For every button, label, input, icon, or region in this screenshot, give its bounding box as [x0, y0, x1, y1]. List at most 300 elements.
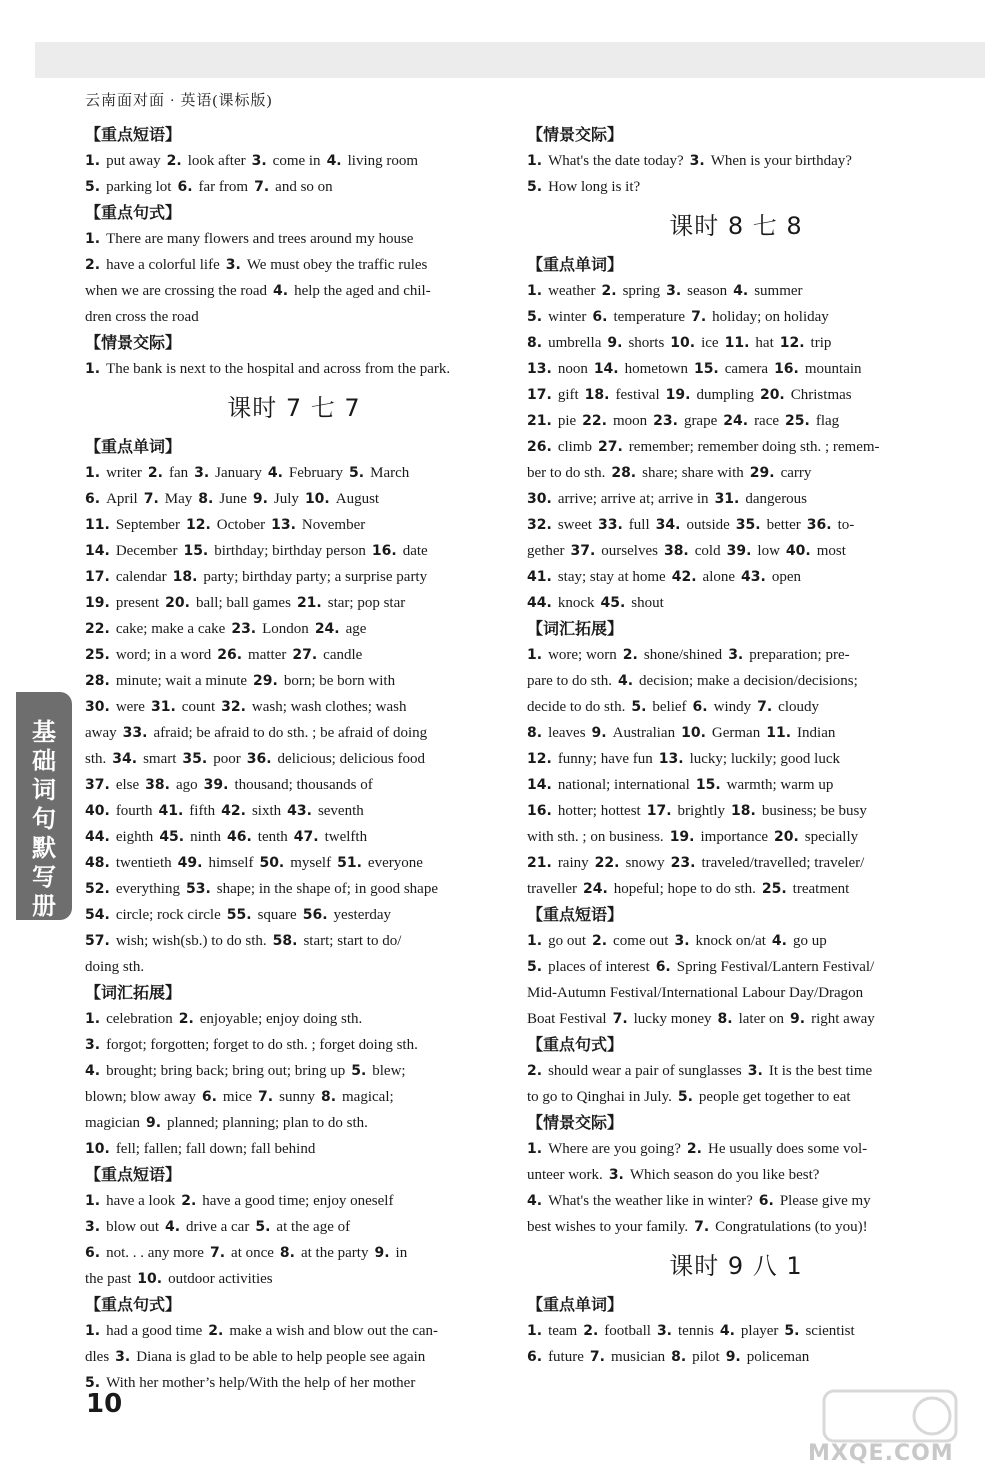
answer-text: noon	[557, 361, 588, 377]
answer-line	[85, 824, 503, 850]
item-number: 20.	[759, 387, 785, 403]
answer-text: camera	[724, 361, 769, 377]
item-number: 6.	[85, 1245, 101, 1261]
item-number: 12.	[527, 751, 552, 767]
item-number: 5.	[527, 309, 543, 325]
item-number: 16.	[527, 803, 552, 819]
answer-text: have a look	[106, 1193, 176, 1209]
watermark-text: MXQE.COM	[808, 1441, 954, 1466]
answer-line	[85, 954, 503, 980]
answer-text: hat	[755, 335, 774, 351]
section-heading: 【情景交际】	[527, 125, 624, 144]
answer-text: should wear a pair of sunglasses	[548, 1063, 742, 1079]
item-number: 44.	[85, 829, 110, 845]
item-number: 36.	[806, 517, 832, 533]
answer-line	[85, 564, 503, 590]
answer-text: November	[301, 517, 366, 533]
item-number: 26.	[217, 647, 243, 663]
answer-text: twentieth	[115, 855, 172, 871]
answer-text: and so on	[275, 179, 333, 195]
item-number: 7.	[143, 491, 159, 507]
section-heading: 【重点单词】	[527, 255, 624, 274]
item-number: 28.	[611, 465, 637, 481]
answer-text: come in	[272, 153, 321, 169]
item-number: 4.	[85, 1063, 101, 1079]
answer-text: ourselves	[601, 543, 658, 559]
answer-line	[527, 538, 945, 564]
answer-text: flag	[815, 413, 840, 429]
item-number: 16.	[774, 361, 799, 377]
item-number: 18.	[731, 803, 756, 819]
answer-text: at the age of	[276, 1219, 351, 1235]
answer-text: When is your birthday?	[710, 153, 852, 169]
answer-text: myself	[290, 855, 332, 871]
item-number: 3.	[656, 1323, 672, 1339]
item-number: 35.	[182, 751, 208, 767]
item-number: 50.	[259, 855, 285, 871]
item-number: 17.	[85, 569, 110, 585]
item-number: 33.	[597, 517, 623, 533]
answer-text: future	[548, 1349, 584, 1365]
answer-text: importance	[700, 829, 768, 845]
item-number: 4.	[273, 283, 289, 299]
item-number: 37.	[570, 543, 596, 559]
answer-text: eighth	[115, 829, 154, 845]
answer-text: seventh	[317, 803, 364, 819]
item-number: 8.	[717, 1011, 733, 1027]
item-number: 1.	[85, 465, 101, 481]
answer-line	[527, 954, 945, 980]
answer-text: December	[115, 543, 178, 559]
answer-text: parking lot	[106, 179, 172, 195]
item-number: 43.	[741, 569, 766, 585]
answer-text: weather	[548, 283, 596, 299]
item-number: 4.	[719, 1323, 735, 1339]
item-number: 2.	[622, 647, 638, 663]
item-number: 26.	[527, 439, 552, 455]
item-number: 19.	[665, 387, 691, 403]
answer-text: What's the weather like in winter?	[548, 1193, 753, 1209]
answer-text: open	[771, 569, 801, 585]
answer-text: circle; rock circle	[115, 907, 221, 923]
answer-line	[85, 1318, 503, 1344]
item-number: 48.	[85, 855, 110, 871]
item-number: 21.	[527, 413, 552, 429]
item-number: 38.	[663, 543, 689, 559]
answer-text: places of interest	[548, 959, 650, 975]
answer-text: enjoyable; enjoy doing sth.	[199, 1011, 363, 1027]
item-number: 43.	[287, 803, 312, 819]
answer-line	[527, 1162, 945, 1188]
answer-text: born; be born with	[283, 673, 396, 689]
answer-text: cold	[694, 543, 721, 559]
answer-text: May	[164, 491, 193, 507]
answer-text: football	[604, 1323, 651, 1339]
item-number: 1.	[527, 1141, 543, 1157]
answer-text: low	[757, 543, 780, 559]
answer-text: have a colorful life	[106, 257, 220, 273]
answer-text: share; share with	[642, 465, 744, 481]
item-number: 14.	[85, 543, 110, 559]
answer-line	[527, 668, 945, 694]
answer-text: brought; bring back; bring out; bring up	[106, 1063, 346, 1079]
item-number: 53.	[185, 881, 211, 897]
answer-text: date	[402, 543, 428, 559]
answer-text: forgot; forgotten; forget to do sth. ; forget doing sth.	[106, 1037, 418, 1053]
item-number: 1.	[527, 283, 543, 299]
answer-text: mountain	[804, 361, 862, 377]
answer-text: had a good time	[106, 1323, 203, 1339]
answer-text: best wishes to your family.	[527, 1219, 689, 1235]
answer-text: living room	[347, 153, 419, 169]
answer-line	[527, 382, 945, 408]
answer-text: better	[766, 517, 801, 533]
answer-line	[85, 746, 503, 772]
item-number: 1.	[85, 231, 101, 247]
item-number: 32.	[221, 699, 246, 715]
answer-text: outdoor activities	[168, 1271, 273, 1287]
answer-line	[527, 356, 945, 382]
answer-line	[85, 148, 503, 174]
answer-text: twelfth	[324, 829, 368, 845]
answer-line	[527, 1188, 945, 1214]
answer-text: holiday; on holiday	[712, 309, 829, 325]
answer-text: hometown	[624, 361, 688, 377]
answer-line	[85, 538, 503, 564]
answer-line	[527, 1344, 945, 1370]
item-number: 5.	[784, 1323, 800, 1339]
answer-text: sixth	[251, 803, 282, 819]
item-number: 30.	[85, 699, 110, 715]
item-number: 14.	[593, 361, 619, 377]
item-number: 15.	[183, 543, 209, 559]
section-heading: 【情景交际】	[85, 333, 182, 352]
item-number: 7.	[209, 1245, 226, 1261]
answer-text: knock	[557, 595, 595, 611]
item-number: 1.	[85, 1011, 101, 1027]
answer-text: mice	[222, 1089, 253, 1105]
answer-line	[85, 304, 503, 330]
item-number: 3.	[225, 257, 241, 273]
item-number: 40.	[85, 803, 110, 819]
answer-line	[85, 694, 503, 720]
item-number: 38.	[145, 777, 170, 793]
answer-text: birthday; birthday person	[214, 543, 366, 559]
answer-line	[527, 1318, 945, 1344]
answer-text: leaves	[548, 725, 586, 741]
answer-text: dren cross the road	[85, 309, 199, 325]
item-number: 10.	[304, 491, 330, 507]
answer-text: spring	[622, 283, 661, 299]
answer-text: March	[370, 465, 410, 481]
item-number: 4.	[733, 283, 749, 299]
item-number: 8.	[527, 335, 543, 351]
answer-text: party; birthday party; a surprise party	[203, 569, 428, 585]
answer-text: himself	[208, 855, 254, 871]
item-number: 3.	[747, 1063, 763, 1079]
item-number: 7.	[612, 1011, 628, 1027]
answer-line	[85, 798, 503, 824]
answer-text: team	[548, 1323, 578, 1339]
answer-text: full	[628, 517, 650, 533]
item-number: 32.	[527, 517, 552, 533]
item-number: 55.	[226, 907, 252, 923]
item-number: 6.	[177, 179, 193, 195]
item-number: 11.	[724, 335, 750, 351]
answer-line	[85, 1266, 503, 1292]
answer-text: drive a car	[186, 1219, 250, 1235]
answer-text: pie	[557, 413, 577, 429]
answer-text: come out	[613, 933, 669, 949]
answer-text: sweet	[557, 517, 592, 533]
item-number: 12.	[779, 335, 805, 351]
answer-text: else	[115, 777, 140, 793]
answer-line	[527, 850, 945, 876]
answer-text: How long is it?	[548, 179, 641, 195]
answer-text: not. . . any more	[106, 1245, 204, 1261]
item-number: 9.	[374, 1245, 390, 1261]
item-number: 12.	[185, 517, 211, 533]
section-heading: 【重点短语】	[85, 1165, 182, 1184]
answer-text: help the aged and chil-	[294, 283, 431, 299]
answer-text: London	[262, 621, 309, 637]
item-number: 23.	[670, 855, 696, 871]
answer-line	[527, 798, 945, 824]
item-number: 15.	[695, 777, 721, 793]
answer-line	[85, 1240, 503, 1266]
answer-text: fourth	[115, 803, 153, 819]
answer-text: Congratulations (to you)!	[715, 1219, 868, 1235]
item-number: 27.	[597, 439, 623, 455]
answer-text: April	[106, 491, 138, 507]
item-number: 1.	[85, 153, 101, 169]
answer-text: far from	[198, 179, 249, 195]
answer-text: October	[216, 517, 266, 533]
answer-text: German	[711, 725, 761, 741]
item-number: 23.	[231, 621, 257, 637]
answer-line	[527, 1058, 945, 1084]
answer-text: yesterday	[333, 907, 392, 923]
item-number: 2.	[591, 933, 608, 949]
answer-text: With her mother’s help/With the help of her mother	[106, 1375, 416, 1391]
answer-line	[85, 590, 503, 616]
answer-text: season	[687, 283, 728, 299]
item-number: 1.	[85, 361, 101, 377]
item-number: 5.	[349, 465, 365, 481]
page-number: 10	[86, 1389, 123, 1419]
answer-text: make a wish and blow out the can-	[229, 1323, 439, 1339]
answer-text: arrive; arrive at; arrive in	[557, 491, 709, 507]
answer-line	[527, 512, 945, 538]
answer-text: windy	[713, 699, 752, 715]
answer-text: cake; make a cake	[115, 621, 226, 637]
answer-line	[527, 1214, 945, 1240]
answer-text: Mid-Autumn Festival/International Labour Day/Dragon	[527, 985, 864, 1001]
answer-text: August	[335, 491, 380, 507]
item-number: 14.	[527, 777, 552, 793]
answer-text: ago	[175, 777, 198, 793]
answer-line	[527, 1136, 945, 1162]
item-number: 6.	[201, 1089, 217, 1105]
answer-text: Australian	[612, 725, 676, 741]
item-number: 19.	[85, 595, 110, 611]
answer-line	[527, 148, 945, 174]
answer-text: climb	[557, 439, 592, 455]
item-number: 45.	[600, 595, 626, 611]
answer-text: age	[345, 621, 367, 637]
item-number: 7.	[258, 1089, 274, 1105]
item-number: 5.	[631, 699, 647, 715]
item-number: 2.	[166, 153, 182, 169]
item-number: 10.	[670, 335, 696, 351]
item-number: 4.	[617, 673, 634, 689]
item-number: 9.	[591, 725, 607, 741]
item-number: 2.	[85, 257, 101, 273]
answer-text: celebration	[106, 1011, 173, 1027]
item-number: 18.	[584, 387, 610, 403]
item-number: 21.	[296, 595, 322, 611]
answer-text: summer	[754, 283, 803, 299]
answer-line	[85, 720, 503, 746]
item-number: 4.	[326, 153, 342, 169]
answer-text: with sth. ; on business.	[527, 829, 664, 845]
answer-line	[527, 928, 945, 954]
answer-line	[85, 512, 503, 538]
answer-text: look after	[187, 153, 246, 169]
answer-line	[85, 1370, 503, 1396]
answer-line	[527, 824, 945, 850]
item-number: 9.	[607, 335, 623, 351]
answer-line	[85, 1188, 503, 1214]
item-number: 3.	[251, 153, 267, 169]
item-number: 28.	[85, 673, 110, 689]
answer-text: alone	[702, 569, 736, 585]
answer-line	[85, 850, 503, 876]
answer-text: word; in a word	[115, 647, 212, 663]
answer-text: Spring Festival/Lantern Festival/	[676, 959, 875, 975]
answer-text: knock on/at	[695, 933, 766, 949]
item-number: 5.	[677, 1089, 693, 1105]
item-number: 41.	[527, 569, 552, 585]
item-number: 33.	[122, 725, 148, 741]
item-number: 35.	[735, 517, 761, 533]
answer-line	[85, 174, 503, 200]
item-number: 30.	[527, 491, 552, 507]
answer-text: specially	[804, 829, 859, 845]
answer-text: to-	[837, 517, 855, 533]
answer-text: everyone	[367, 855, 423, 871]
answer-text: funny; have fun	[557, 751, 653, 767]
answer-text: trip	[810, 335, 832, 351]
item-number: 2.	[178, 1011, 194, 1027]
item-number: 21.	[527, 855, 552, 871]
answer-text: There are many flowers and trees around my house	[106, 231, 414, 247]
answer-line	[85, 278, 503, 304]
answer-line	[527, 590, 945, 616]
item-number: 58.	[272, 933, 298, 949]
item-number: 57.	[85, 933, 110, 949]
answer-text: scientist	[805, 1323, 855, 1339]
item-number: 3.	[194, 465, 210, 481]
answer-line	[527, 1006, 945, 1032]
lesson-heading: 课时 7 七 7	[227, 394, 361, 422]
answer-text: at once	[231, 1245, 274, 1261]
answer-text: unteer work.	[527, 1167, 603, 1183]
item-number: 54.	[85, 907, 110, 923]
answer-text: Which season do you like best?	[629, 1167, 820, 1183]
answer-text: carry	[780, 465, 812, 481]
item-number: 2.	[208, 1323, 224, 1339]
item-number: 6.	[758, 1193, 774, 1209]
answer-text: shout	[631, 595, 664, 611]
answer-line	[85, 928, 503, 954]
answer-text: tenth	[257, 829, 288, 845]
answer-line	[85, 252, 503, 278]
answer-line	[527, 278, 945, 304]
answer-line	[85, 772, 503, 798]
item-number: 7.	[691, 309, 707, 325]
item-number: 25.	[785, 413, 810, 429]
answer-line	[527, 564, 945, 590]
item-number: 5.	[527, 959, 543, 975]
answer-text: calendar	[115, 569, 167, 585]
answer-text: outside	[686, 517, 730, 533]
answer-line	[85, 1032, 503, 1058]
answer-text: doing sth.	[85, 959, 145, 975]
answer-text: He usually does some vol-	[707, 1141, 868, 1157]
item-number: 2.	[601, 283, 617, 299]
answer-text: Boat Festival	[527, 1011, 607, 1027]
answer-text: poor	[213, 751, 241, 767]
answer-line	[527, 486, 945, 512]
item-number: 2.	[527, 1063, 543, 1079]
answer-text: away	[85, 725, 117, 741]
answer-line	[527, 642, 945, 668]
section-heading: 【重点句式】	[85, 203, 182, 222]
item-number: 51.	[337, 855, 362, 871]
item-number: 13.	[658, 751, 684, 767]
item-number: 31.	[150, 699, 176, 715]
answer-text: treatment	[792, 881, 850, 897]
item-number: 10.	[137, 1271, 163, 1287]
answer-line	[85, 876, 503, 902]
answer-text: magician	[85, 1115, 140, 1131]
item-number: 4.	[527, 1193, 543, 1209]
answer-text: fifth	[189, 803, 216, 819]
answer-text: brightly	[677, 803, 726, 819]
answer-line	[85, 1214, 503, 1240]
answer-line	[85, 1136, 503, 1162]
answer-text: June	[219, 491, 247, 507]
item-number: 3.	[689, 153, 705, 169]
item-number: 1.	[527, 647, 543, 663]
item-number: 1.	[527, 1323, 543, 1339]
answer-text: square	[257, 907, 297, 923]
answer-text: the past	[85, 1271, 132, 1287]
answer-text: right away	[811, 1011, 875, 1027]
section-heading: 【重点单词】	[85, 437, 182, 456]
answer-line	[85, 486, 503, 512]
answer-text: July	[273, 491, 299, 507]
answer-text: dangerous	[745, 491, 808, 507]
item-number: 23.	[653, 413, 678, 429]
item-number: 3.	[85, 1219, 101, 1235]
answer-text: business; be busy	[761, 803, 867, 819]
lesson-heading: 课时 9 八 1	[669, 1252, 803, 1280]
item-number: 7.	[757, 699, 773, 715]
answer-text: matter	[248, 647, 287, 663]
answer-text: start; start to do/	[303, 933, 402, 949]
